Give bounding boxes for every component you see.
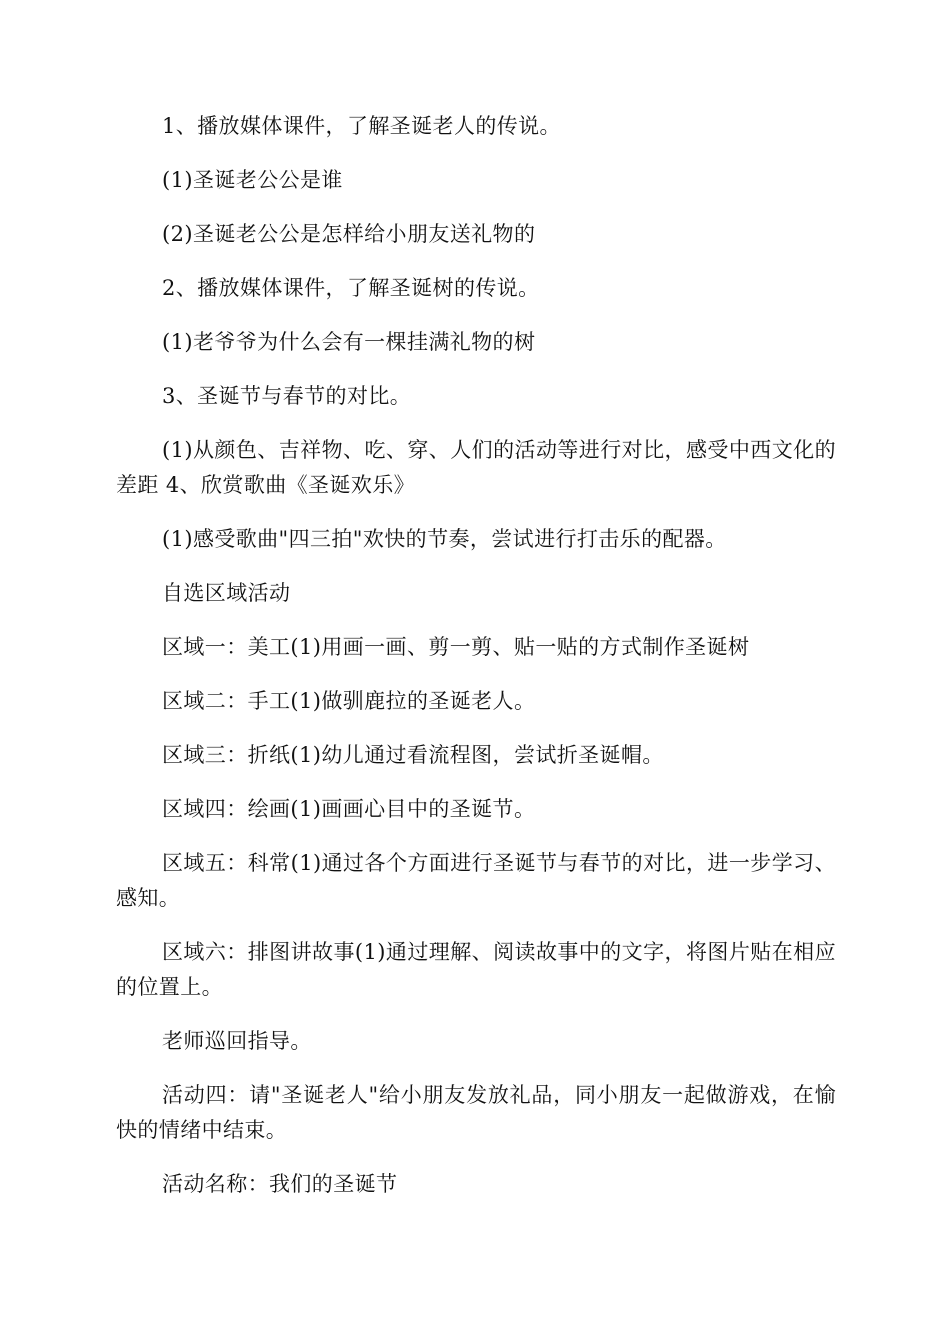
document-body	[116, 109, 836, 1221]
paragraph: 活动四：请"圣诞老人"给小朋友发放礼品，同小朋友一起做游戏，在愉快的情绪中结束。	[116, 1083, 836, 1142]
paragraph: (1)圣诞老公公是谁	[162, 168, 343, 192]
paragraph: 区域六：排图讲故事(1)通过理解、阅读故事中的文字，将图片贴在相应的位置上。	[116, 940, 836, 999]
paragraph: 3、圣诞节与春节的对比。	[162, 384, 412, 408]
paragraph: 区域一：美工(1)用画一画、剪一剪、贴一贴的方式制作圣诞树	[162, 635, 750, 659]
paragraph: 1、播放媒体课件，了解圣诞老人的传说。	[162, 114, 561, 138]
paragraph: (1)老爷爷为什么会有一棵挂满礼物的树	[162, 330, 536, 354]
section-heading: 自选区域活动	[162, 581, 291, 605]
paragraph: 区域五：科常(1)通过各个方面进行圣诞节与春节的对比，进一步学习、感知。	[116, 851, 836, 910]
paragraph: (2)圣诞老公公是怎样给小朋友送礼物的	[162, 222, 536, 246]
activity-name: 活动名称：我们的圣诞节	[162, 1172, 398, 1196]
paragraph: 区域二：手工(1)做驯鹿拉的圣诞老人。	[162, 689, 536, 713]
paragraph: (1)感受歌曲"四三拍"欢快的节奏，尝试进行打击乐的配器。	[162, 527, 727, 551]
paragraph: (1)从颜色、吉祥物、吃、穿、人们的活动等进行对比，感受中西文化的差距 4、欣赏歌曲《圣诞欢乐》	[116, 438, 836, 497]
paragraph: 2、播放媒体课件，了解圣诞树的传说。	[162, 276, 540, 300]
paragraph: 区域三：折纸(1)幼儿通过看流程图，尝试折圣诞帽。	[162, 743, 664, 767]
paragraph: 老师巡回指导。	[162, 1029, 312, 1053]
paragraph: 区域四：绘画(1)画画心目中的圣诞节。	[162, 797, 536, 821]
